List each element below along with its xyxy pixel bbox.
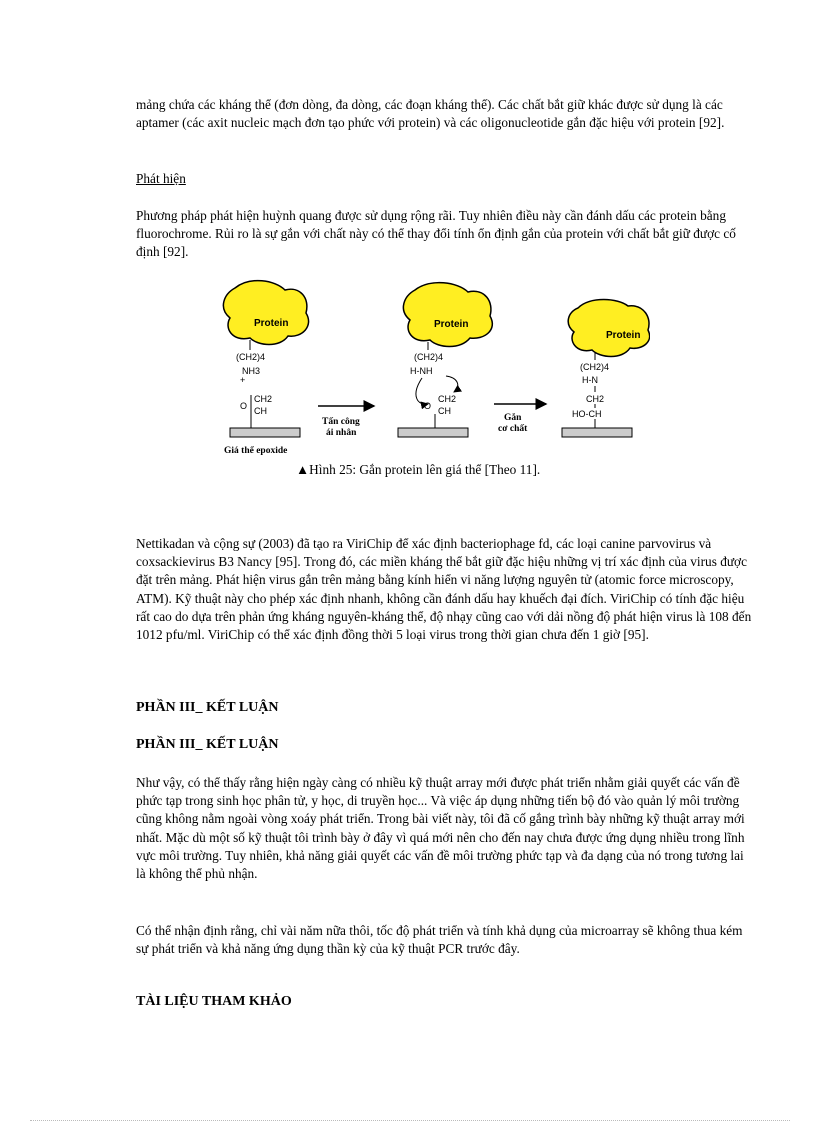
ch2-label-3: CH2: [586, 394, 605, 404]
stage-1: [223, 281, 308, 456]
protein-immobilization-figure: [210, 278, 650, 458]
chain-label-1: (CH2)4: [236, 352, 266, 362]
section-heading-references: TÀI LIỆU THAM KHẢO: [136, 994, 292, 1009]
support-bar-1: [230, 428, 300, 437]
ch-label-2: CH: [438, 406, 451, 416]
amine-label-1: NH3: [242, 366, 261, 376]
support-bar-2: [398, 428, 468, 437]
stage-2: [398, 283, 492, 437]
figure-caption: ▲Hình 25: Gắn protein lên giá thể [Theo 11].: [296, 462, 541, 477]
stage-3: [562, 300, 650, 438]
epoxide-o-1: O: [240, 401, 248, 411]
chain-label-3: (CH2)4: [580, 362, 610, 372]
hn-label-3: H-N: [582, 375, 598, 385]
paragraph-capture-agents: mảng chứa các kháng thể (đơn dòng, đa dòng, các đoạn kháng thể). Các chất bắt giữ khác được sử dụng là các aptamer (các axit nucleic mạch đơn tạo phức với protein) và các oligonucleotide gắn đặc hiệu với protein [92].: [136, 97, 725, 131]
protein-label-2: Protein: [434, 319, 469, 330]
paragraph-outlook: Có thể nhận định rằng, chỉ vài năm nữa thôi, tốc độ phát triển và tính khả dụng của microarray sẽ không thua kém sự phát triển và khả năng ứng dụng thần kỳ của kỹ thuật PCR trước đây.: [136, 923, 743, 957]
protein-blob-1: [223, 281, 308, 345]
support-bar-3: [562, 428, 632, 437]
protein-label-1: Protein: [254, 318, 289, 329]
plus-sign-1: +: [240, 375, 246, 385]
arrow1-label-line1: Tấn công: [322, 417, 360, 427]
section-heading-conclusion-2: PHẦN III_ KẾT LUẬN: [136, 737, 279, 752]
protein-blob-3: [568, 300, 649, 357]
paragraph-conclusion: Như vậy, có thể thấy rằng hiện ngày càng có nhiều kỹ thuật array mới được phát triển nhằm giải quyết các vấn đề phức tạp trong sinh học phân tử, y học, di truyền học... Và việc áp dụng những tiến bộ đó vào quản lý môi trường cũng không nằm ngoài vòng xoáy phát triển. Trong bài viết này, tôi đã cố gắng trình bày những kỹ thuật array mới nhất. Mặc dù một số kỹ thuật tôi trình bày ở đây vì quá mới nên cho đến nay chưa được ứng dụng nhiều trong lĩnh vực môi trường. Tuy nhiên, khả năng giải quyết các vấn đề môi trường phức tạp và đa dạng của nó trong tương lai là không thể phủ nhận.: [136, 775, 745, 882]
section-heading-conclusion-1: PHẦN III_ KẾT LUẬN: [136, 700, 279, 715]
arrow2-label-line2: cơ chất: [498, 424, 528, 434]
epoxide-o-2: O: [424, 401, 432, 411]
protein-label-3: Protein: [606, 330, 641, 341]
protein-blob-2: [403, 283, 492, 347]
support-label: Giá thể epoxide: [224, 446, 288, 456]
paragraph-virichip: Nettikadan và cộng sự (2003) đã tạo ra ViriChip để xác định bacteriophage fd, các loại canine parvovirus và coxsackievirus B3 Nancy [95]. Trong đó, các miền kháng thể bắt giữ đặc hiệu những vị trí xác định của virus được đặt trên mảng. Phát hiện virus gắn trên mảng bằng kính hiển vi năng lượng nguyên tử (atomic force microscopy, ATM). Kỹ thuật này cho phép xác định nhanh, không cần đánh dấu hay khuếch đại đích. ViriChip có tính đặc hiệu rất cao do dựa trên phản ứng kháng nguyên-kháng thể, độ nhạy cũng cao với dải nồng độ phát hiện virus là 108 đến 1012 pfu/ml. ViriChip có thể xác định đồng thời 5 loại virus trong thời gian chưa đến 1 giờ [95].: [136, 536, 752, 643]
subheading-detection: Phát hiện: [136, 171, 186, 186]
arrow1-label-line2: ái nhân: [326, 428, 357, 438]
ch-label-1: CH: [254, 406, 267, 416]
ch2-label-2: CH2: [438, 394, 457, 404]
hoch-label-3: HO-CH: [572, 409, 602, 419]
ch2-label-1: CH2: [254, 394, 273, 404]
paragraph-fluorescence-detection: Phương pháp phát hiện huỳnh quang được sử dụng rộng rãi. Tuy nhiên điều này cần đánh dấu các protein bằng fluorochrome. Rủi ro là sự gắn với chất này có thể thay đổi tính ổn định gắn của protein với chất bắt giữ được cố định [92].: [136, 208, 736, 260]
page-bottom-divider: [30, 1120, 790, 1121]
chain-label-2: (CH2)4: [414, 352, 444, 362]
hnh-label-2: H-NH: [410, 366, 433, 376]
arrow2-label-line1: Gắn: [504, 413, 522, 423]
